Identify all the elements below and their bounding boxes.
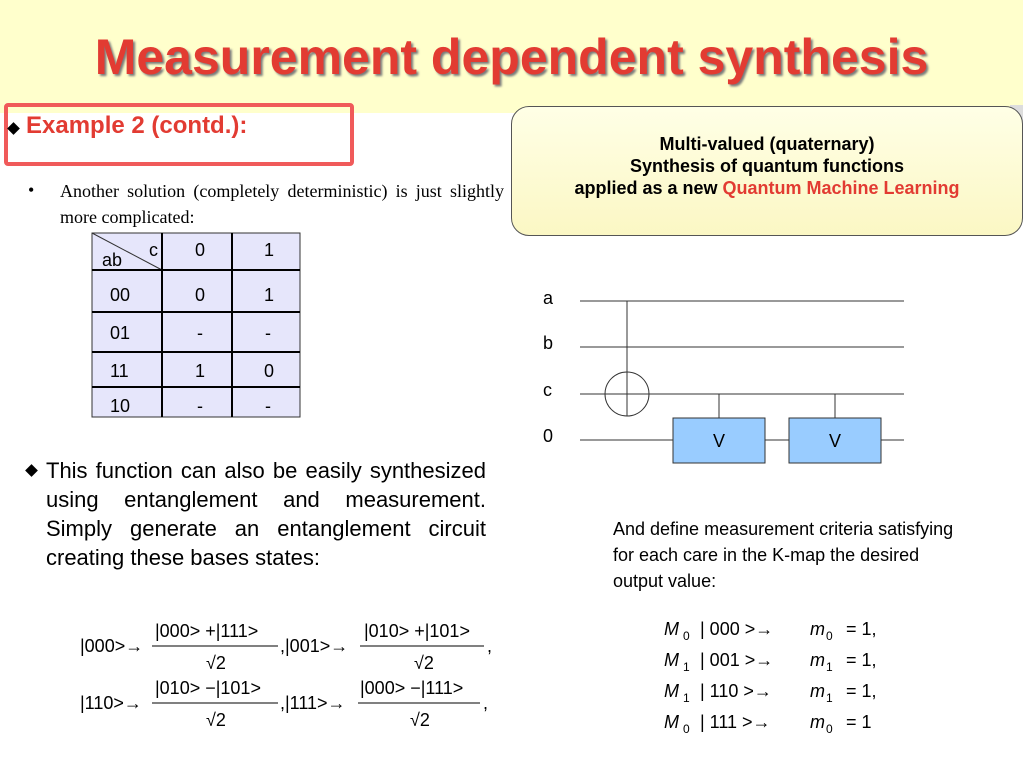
info-line-1: Multi-valued (quaternary) bbox=[659, 134, 875, 154]
svg-text:1: 1 bbox=[683, 691, 690, 705]
measurement-equations bbox=[664, 619, 877, 736]
example-label: Example 2 (contd.): bbox=[26, 112, 248, 139]
kmap-cell: - bbox=[265, 396, 271, 416]
kmap-cell: - bbox=[197, 396, 203, 416]
info-line-3-prefix: applied as a new bbox=[574, 178, 723, 198]
measurement-equation bbox=[664, 712, 872, 736]
svg-text:0: 0 bbox=[826, 722, 833, 736]
svg-text:M: M bbox=[664, 619, 679, 639]
equation-lhs: |000>→ bbox=[80, 636, 144, 656]
equation-lhs: ,|001>→ bbox=[280, 636, 349, 656]
measurement-paragraph: And define measurement criteria satisfying for each care in the K-map the desired output value: bbox=[613, 519, 954, 591]
equation-denominator: √2 bbox=[410, 710, 430, 730]
wire-label: 0 bbox=[543, 426, 554, 446]
kmap-row-label: 00 bbox=[110, 285, 131, 305]
svg-text:M: M bbox=[664, 650, 679, 670]
svg-text:= 1: = 1 bbox=[846, 712, 872, 732]
v-gate-label: V bbox=[828, 431, 842, 451]
svg-text:0: 0 bbox=[683, 629, 690, 643]
v-gate-label: V bbox=[712, 431, 726, 451]
svg-text:m: m bbox=[810, 650, 825, 670]
kmap-cell: 1 bbox=[264, 285, 275, 305]
svg-text:m: m bbox=[810, 681, 825, 701]
quantum-circuit bbox=[543, 288, 904, 463]
kmap-cell: 0 bbox=[195, 285, 206, 305]
svg-text:1: 1 bbox=[683, 660, 690, 674]
equation-denominator: √2 bbox=[206, 653, 226, 673]
equation-lhs: ,|111>→ bbox=[280, 693, 346, 713]
wire-label: c bbox=[543, 380, 552, 400]
equation-separator: , bbox=[487, 636, 493, 656]
svg-text:| 110 >→: | 110 >→ bbox=[700, 681, 772, 701]
svg-text:1: 1 bbox=[826, 691, 833, 705]
svg-text:0: 0 bbox=[826, 629, 833, 643]
svg-text:| 111 >→: | 111 >→ bbox=[700, 712, 771, 732]
kmap-row-label: 10 bbox=[110, 396, 131, 416]
equation-denominator: √2 bbox=[414, 653, 434, 673]
kmap-cell: - bbox=[197, 323, 203, 343]
info-line-2: Synthesis of quantum functions bbox=[629, 156, 904, 176]
svg-text:m: m bbox=[810, 619, 825, 639]
svg-text:M: M bbox=[664, 712, 679, 732]
info-line-3-highlight: Quantum Machine Learning bbox=[722, 178, 960, 198]
equation-denominator: √2 bbox=[206, 710, 226, 730]
kmap-cell: 1 bbox=[195, 361, 206, 381]
equation-lhs: |110>→ bbox=[80, 693, 142, 713]
bullet-dot-icon: • bbox=[28, 180, 35, 200]
svg-text:0: 0 bbox=[683, 722, 690, 736]
svg-text:| 000 >→: | 000 >→ bbox=[700, 619, 774, 639]
wire-label: a bbox=[543, 288, 554, 308]
slide-title: Measurement dependent synthesis bbox=[94, 29, 929, 85]
state-equations bbox=[80, 621, 492, 730]
equation-numerator: |010> −|101> bbox=[155, 678, 261, 698]
kmap-row-label: 01 bbox=[110, 323, 131, 343]
kmap-row-label: 11 bbox=[110, 361, 129, 381]
equation-numerator: |010> +|101> bbox=[364, 621, 470, 641]
measurement-equation bbox=[664, 681, 877, 705]
svg-text:M: M bbox=[664, 681, 679, 701]
equation-numerator: |000> +|111> bbox=[155, 621, 259, 641]
svg-text:= 1,: = 1, bbox=[846, 619, 877, 639]
svg-text:= 1,: = 1, bbox=[846, 650, 877, 670]
equation-separator: , bbox=[483, 693, 489, 713]
svg-text:= 1,: = 1, bbox=[846, 681, 877, 701]
kmap-corner-ab: ab bbox=[102, 250, 123, 270]
kmap-table bbox=[92, 233, 300, 417]
kmap-corner-c: c bbox=[149, 240, 158, 260]
svg-text:m: m bbox=[810, 712, 825, 732]
kmap-cell: - bbox=[265, 323, 271, 343]
measurement-equation bbox=[664, 619, 877, 643]
kmap-col-header: 1 bbox=[264, 240, 275, 260]
equation-numerator: |000> −|111> bbox=[360, 678, 464, 698]
kmap-col-header: 0 bbox=[195, 240, 206, 260]
bullet-text: Another solution (completely deterministic) is just slightly more complicated: bbox=[60, 181, 504, 227]
wire-label: b bbox=[543, 333, 554, 353]
entanglement-paragraph: This function can also be easily synthesized using entanglement and measurement. Simply generate an entanglement circuit creating these bases states: bbox=[46, 458, 486, 570]
svg-text:| 001 >→: | 001 >→ bbox=[700, 650, 774, 670]
measurement-equation bbox=[664, 650, 877, 674]
svg-text:1: 1 bbox=[826, 660, 833, 674]
kmap-cell: 0 bbox=[264, 361, 275, 381]
